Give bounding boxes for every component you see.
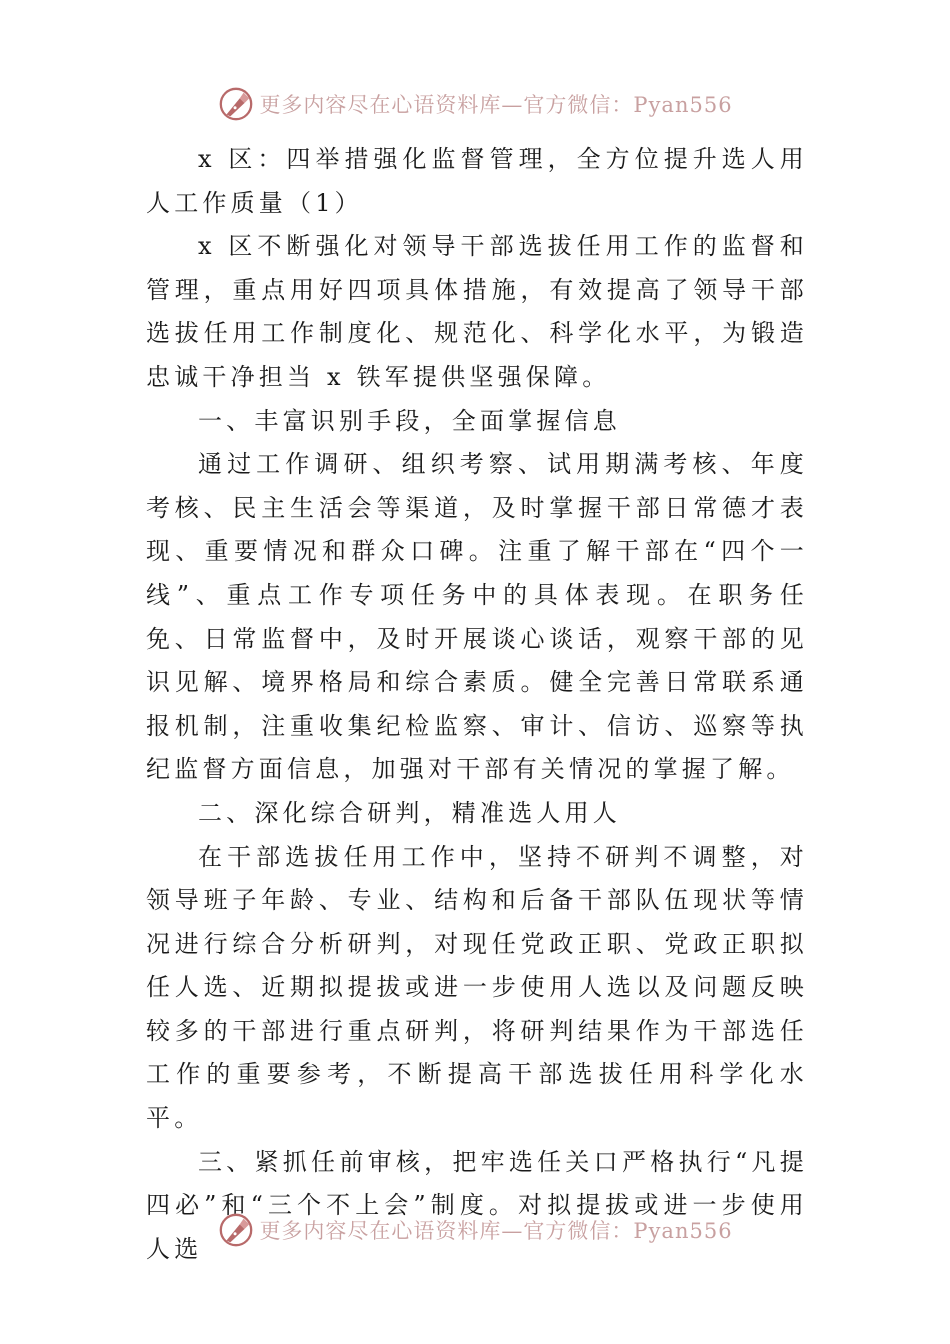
- paragraph-intro: x 区不断强化对领导干部选拔任用工作的监督和管理，重点用好四项具体措施，有效提高了领导干部选拔任用工作制度化、规范化、科学化水平，为锻造忠诚干净担当 x 铁军提供坚强保障。: [146, 232, 808, 391]
- section-heading-1: 一、丰富识别手段，全面掌握信息: [198, 406, 621, 435]
- pen-nib-logo-icon: [217, 1211, 255, 1249]
- footer-banner: [0, 1210, 950, 1250]
- paragraph-section-1: 通过工作调研、组织考察、试用期满考核、年度考核、民主生活会等渠道，及时掌握干部日常德才表现、重要情况和群众口碑。注重了解干部在“四个一线”、重点工作专项任务中的具体表现。在职务任免、日常监督中，及时开展谈心谈话，观察干部的见识见解、境界格局和综合素质。健全完善日常联系通报机制，注重收集纪检监察、审计、信访、巡察等执纪监督方面信息，加强对干部有关情况的掌握了解。: [146, 450, 808, 784]
- footer-banner-text: 更多内容尽在心语资料库—官方微信：Pyan556: [259, 1219, 733, 1243]
- paragraph-section-2: 在干部选拔任用工作中，坚持不研判不调整，对领导班子年龄、专业、结构和后备干部队伍现状等情况进行综合分析研判，对现任党政正职、党政正职拟任人选、近期拟提拔或进一步使用人选以及问题反映较多的干部进行重点研判，将研判结果作为干部选任工作的重要参考，不断提高干部选拔任用科学化水平。: [146, 842, 808, 1133]
- document-body: [146, 138, 808, 1271]
- header-banner: [0, 84, 950, 124]
- paragraph-section-3: 三、紧抓任前审核，把牢选任关口严格执行“凡提四必”和“三个不上会”制度。对拟提拔或进一步使用人选: [146, 1147, 808, 1263]
- pen-nib-logo-icon: [217, 85, 255, 123]
- document-title: x 区：四举措强化监督管理，全方位提升选人用人工作质量（1）: [146, 145, 808, 217]
- section-heading-2: 二、深化综合研判，精准选人用人: [198, 798, 621, 827]
- header-banner-text: 更多内容尽在心语资料库—官方微信：Pyan556: [259, 93, 733, 117]
